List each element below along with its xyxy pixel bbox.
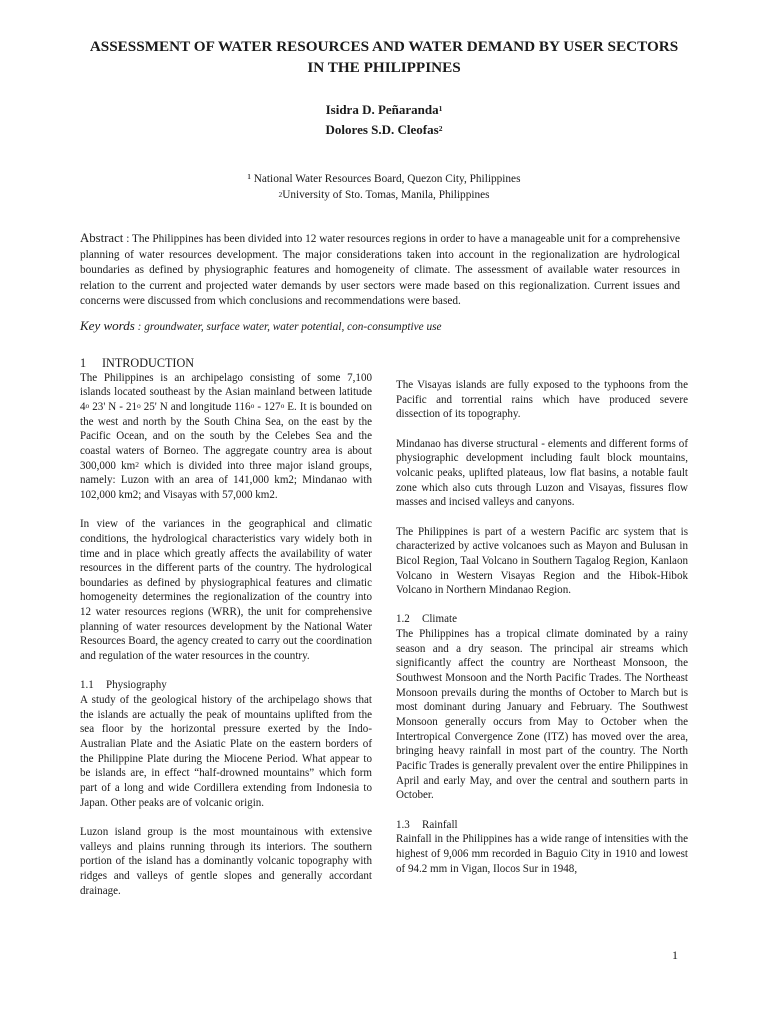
rainfall-paragraph-1: Rainfall in the Philippines has a wide range of intensities with the highest of 9,006 mm recorded in Baguio City in 1910 and lowest of 94.2 mm in Vigan, Ilocos Sur in 1948, — [396, 833, 688, 875]
left-column — [80, 342, 372, 898]
author-1: Isidra D. Peñaranda$^1$ — [325, 102, 443, 117]
author-2-mark: 2 — [438, 124, 443, 133]
section-heading-physiography: 1.1 Physiography — [80, 679, 167, 692]
section-heading-climate: 1.2 Climate — [396, 613, 457, 626]
abstract-label: Abstract — [80, 231, 124, 245]
physiography-paragraph-2: Luzon island group is the most mountainous with extensive valleys and plains running through its interiors. The southern portion of the island has a dominantly volcanic topography with ridges and valleys of gentle slopes and generally accordant drainage. — [80, 825, 372, 897]
intro-paragraph-1: The Philippines is an archipelago consisting of some 7,100 islands located southeast by the Asian mainland between latitude 4$^o$ 23' N - 21$^o$ 25' N and longitude 116$^o$ - 127$^o$ E. It is bounded on the west and north by the South China Sea, on the east by the Pacific Ocean, and on the south by the Celebes Sea and the coastal waters of Borneo. The aggregate country area is about 300,000 $km^2$ which is divided into three major island groups, namely: Luzon with an area of 141,000 km2; Mindanao with 102,000 km2; and Visayas with 57,000 km2. — [80, 371, 372, 501]
affiliation-2: $^2$University of Sto. Tomas, Manila, Philippines — [278, 188, 490, 201]
section-heading-rainfall: 1.3 Rainfall — [396, 818, 458, 831]
affiliation-list — [80, 172, 688, 203]
physiography-paragraph-3: The Visayas islands are fully exposed to the typhoons from the Pacific and torrential rains which have produced severe dissection of its topography. — [396, 379, 688, 421]
author-list — [80, 100, 688, 140]
right-column — [396, 342, 688, 876]
intro-paragraph-2: In view of the variances in the geographical and climatic conditions, the hydrological characteristics vary widely both in time and in place which greatly affects the availability of water resources in the different parts of the country. The hydrological boundaries as defined by physiographical features and climatic homogeneity determines the regionalization of the country into 12 water resources regions (WRR), the unit for comprehensive planning of water resources development by the National Water Resources Board, the agency created to carry out the coordination and regulation of the water resources in the country. — [80, 518, 372, 663]
abstract-text: : The Philippines has been divided into 12 water resources regions in order to have a manageable unit for a comprehensive planning of water resources development. The major considerations taken into account in the regionalization are hydrological boundaries as defined by physiographic features and homogeneity of climate. The assessment of available water resources in relation to the current and projected water demands by user sectors were made based on this regionalization. Current issues and concerns were discussed from which conclusions and recommendations were based. — [80, 233, 680, 308]
physiography-paragraph-1: A study of the geological history of the archipelago shows that the islands are actually the peak of mountains uplifted from the sea floor by the horizontal pressure exerted by the Indo-Australian Plate and the Asiatic Plate on the eastern borders of the Philippine Plate during the Miocene Period. What appear to be islands are, in effect “half-drowned mountains” which form part of a long and wide Cordillera extending from Indonesia to Japan. Other peaks are of volcanic origin. — [80, 694, 372, 809]
section-heading-introduction: 1 INTRODUCTION — [80, 356, 195, 370]
climate-paragraph-1: The Philippines has a tropical climate dominated by a rainy season and a dry season. The principal air streams which significantly affect the country are Northeast Monsoon, the Southwest Monsoon and the North Pacific Trades. The Northeast Monsoon prevails during the months of October to March but is most dominant during January and February. The Southwest Monsoon generally occurs from May to October when the Intertropical Convergence Zone (ITZ) has moved over the area, bringing heavy rainfall in most part of the country. The North Pacific Trades is generally prevalent over the entire Philippines in April and early May, and over the central and southern parts in October. — [396, 628, 688, 802]
paper-title: ASSESSMENT OF WATER RESOURCES AND WATER DEMAND BY USER SECTORS IN THE PHILIPPINES — [89, 38, 679, 76]
abstract — [80, 231, 680, 310]
author-1-mark: 1 — [438, 104, 443, 113]
physiography-paragraph-4: Mindanao has diverse structural - elements and different forms of physiographic development including fault block mountains, volcanic peaks, uplifted plateaus, low flat basins, a notable fault zone which also cuts through Luzon and Visayas, fissures flow masses and incised valleys and canyons. — [396, 437, 688, 509]
author-2: Dolores S.D. Cleofas$^2$ — [325, 122, 443, 137]
affiliation-1: ¹ National Water Resources Board, Quezon City, Philippines — [247, 173, 521, 185]
keywords-label: Key words — [80, 318, 135, 333]
physiography-paragraph-5: The Philippines is part of a western Pacific arc system that is characterized by active volcanoes such as Mayon and Bulusan in Bicol Region, Taal Volcano in Southern Tagalog Region, Kanlaon Volcano in Western Visayas Region and the Hibok-Hibok Volcano in Northern Mindanao Region. — [396, 525, 688, 597]
keywords — [80, 317, 680, 336]
page-number: 1 — [672, 948, 678, 962]
keywords-text: : groundwater, surface water, water potential, con-consumptive use — [137, 321, 442, 333]
